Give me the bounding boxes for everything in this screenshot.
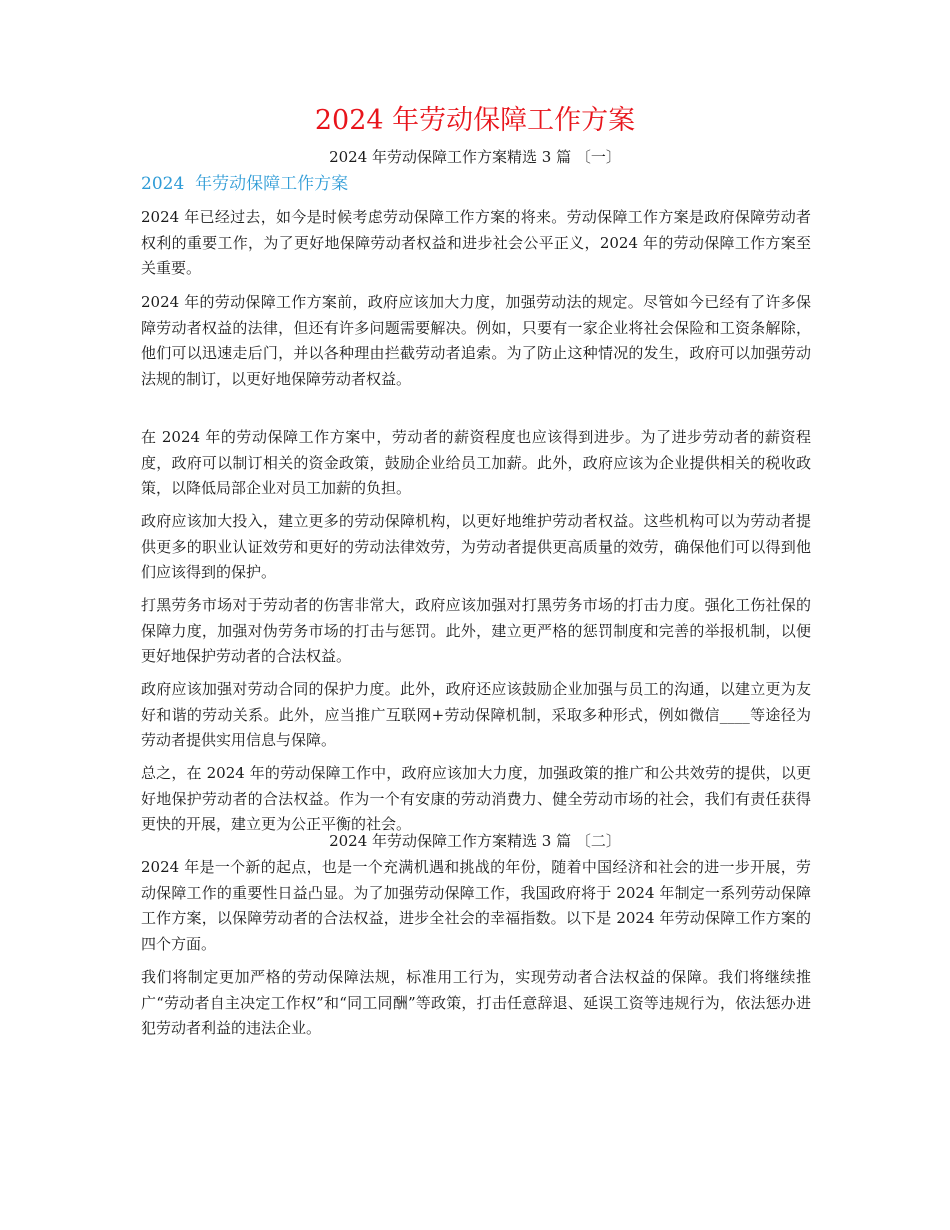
paragraph: 我们将制定更加严格的劳动保障法规，标准用工行为，实现劳动者合法权益的保障。我们将继续推广“劳动者自主决定工作权”和“同工同酬”等政策，打击任意辞退、延误工资等违规行为，依法惩办进犯劳动者利益的违法企业。 xyxy=(141,968,811,1037)
paragraph: 2024 年的劳动保障工作方案前，政府应该加大力度，加强劳动法的规定。尽管如今已经有了许多保障劳动者权益的法律，但还有许多问题需要解决。例如，只要有一家企业将社会保险和工资条解除，他们可以迅速走后门，并以各种理由拦截劳动者追索。为了防止这种情况的发生，政府可以加强劳动法规的制订，以更好地保障劳动者权益。 xyxy=(141,293,811,388)
section-1-heading: 2024 年劳动保障工作方案 xyxy=(141,174,349,194)
section-2-subtitle: 2024 年劳动保障工作方案精选 3 篇 〔二〕 xyxy=(329,832,621,850)
paragraph: 在 2024 年的劳动保障工作方案中，劳动者的薪资程度也应该得到进步。为了进步劳动者的薪资程度，政府可以制订相关的资金政策，鼓励企业给员工加薪。此外，政府应该为企业提供相关的税收政策，以降低局部企业对员工加薪的负担。 xyxy=(141,428,811,497)
document-title: 2024 年劳动保障工作方案 xyxy=(314,105,636,136)
paragraph: 政府应该加大投入，建立更多的劳动保障机构，以更好地维护劳动者权益。这些机构可以为劳动者提供更多的职业认证效劳和更好的劳动法律效劳，为劳动者提供更高质量的效劳，确保他们可以得到他们应该得到的保护。 xyxy=(141,512,811,581)
paragraph: 政府应该加强对劳动合同的保护力度。此外，政府还应该鼓励企业加强与员工的沟通，以建立更为友好和谐的劳动关系。此外，应当推广互联网+劳动保障机制，采取多种形式，例如微信____等途径为劳动者提供实用信息与保障。 xyxy=(141,680,811,749)
section-1-subtitle: 2024 年劳动保障工作方案精选 3 篇 〔一〕 xyxy=(329,148,621,166)
paragraph: 总之，在 2024 年的劳动保障工作中，政府应该加大力度，加强政策的推广和公共效劳的提供，以更好地保护劳动者的合法权益。作为一个有安康的劳动消费力、健全劳动市场的社会，我们有责任获得更快的开展，建立更为公正平衡的社会。 xyxy=(141,764,811,833)
paragraph: 2024 年已经过去，如今是时候考虑劳动保障工作方案的将来。劳动保障工作方案是政府保障劳动者权利的重要工作，为了更好地保障劳动者权益和进步社会公平正义，2024 年的劳动保障工作方案至关重要。 xyxy=(141,208,811,277)
paragraph: 2024 年是一个新的起点，也是一个充满机遇和挑战的年份，随着中国经济和社会的进一步开展，劳动保障工作的重要性日益凸显。为了加强劳动保障工作，我国政府将于 2024 年制定一系列劳动保障工作方案，以保障劳动者的合法权益，进步全社会的幸福指数。以下是 2024 年劳动保障工作方案的四个方面。 xyxy=(141,858,811,953)
paragraph: 打黑劳务市场对于劳动者的伤害非常大，政府应该加强对打黑劳务市场的打击力度。强化工伤社保的保障力度，加强对伪劳务市场的打击与惩罚。此外，建立更严格的惩罚制度和完善的举报机制，以便更好地保护劳动者的合法权益。 xyxy=(141,596,811,665)
